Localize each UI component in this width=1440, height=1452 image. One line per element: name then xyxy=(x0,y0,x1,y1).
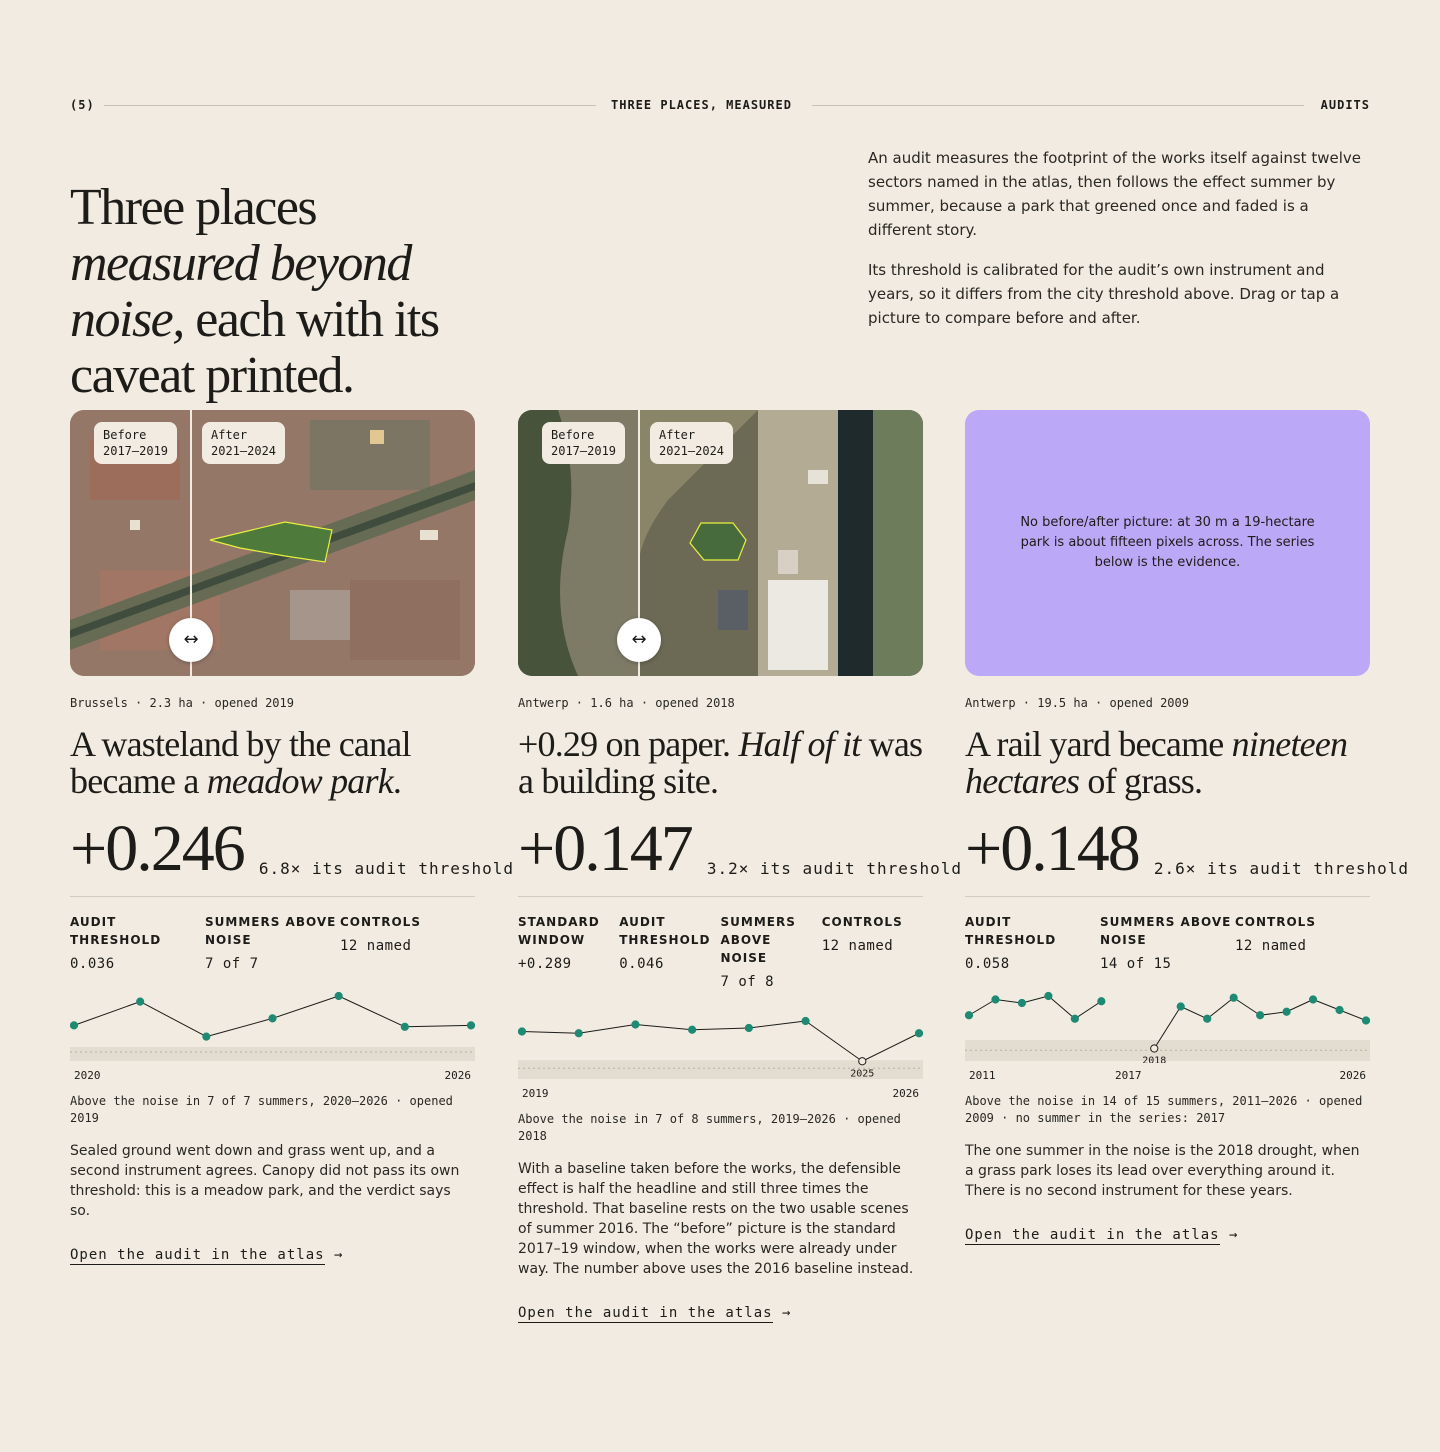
data-point-2020 xyxy=(1204,1015,1211,1022)
stat-controls: CONTROLS 12 named xyxy=(1235,915,1316,954)
headline-italic: measured beyond noise, xyxy=(70,235,411,348)
stat-summers-above-noise: SUMMERS ABOVE NOISE 7 of 7 xyxy=(205,915,337,972)
data-point-2024 xyxy=(1309,996,1316,1003)
series-segment xyxy=(206,1018,272,1036)
noise-band xyxy=(70,1047,475,1061)
data-point-2025 xyxy=(401,1023,408,1030)
data-point-2026 xyxy=(1362,1017,1369,1024)
series-segment xyxy=(273,996,339,1018)
sparkline-chart xyxy=(965,983,1370,1063)
series-segment xyxy=(1234,998,1260,1016)
arrow-right-icon: → xyxy=(782,1305,792,1321)
stat-controls: CONTROLS 12 named xyxy=(821,915,903,954)
threshold-ratio: 2.6× its audit threshold xyxy=(1153,859,1410,878)
before-label: Before 2017–2019 xyxy=(94,422,177,464)
stats-row xyxy=(518,913,923,991)
data-point-2019 xyxy=(518,1028,525,1035)
card-body: The one summer in the noise is the 2018 drought, when a grass park loses its lead over everything around it. There is no second instrument for these years. xyxy=(965,1143,1360,1199)
axis-tick-end: 2026 xyxy=(444,1069,471,1082)
intro-paragraph-1: An audit measures the footprint of the works itself against twelve sectors named in the atlas, then follows the effect summer by summer, because a park that greened once and faded is a different story. xyxy=(868,149,1361,239)
intro-text xyxy=(868,146,1370,346)
before-after-compare[interactable] xyxy=(70,410,475,676)
series-segment xyxy=(522,1032,579,1034)
stat-audit-threshold: AUDIT THRESHOLD 0.046 xyxy=(619,915,711,972)
data-point-2022 xyxy=(689,1026,696,1033)
series-segment xyxy=(74,1002,140,1026)
sparkline-chart xyxy=(518,1001,923,1081)
open-audit-link[interactable]: Open the audit in the atlas → xyxy=(70,1247,344,1263)
data-point-2021 xyxy=(1230,994,1237,1001)
card-body: Sealed ground went down and grass went up, and a second instrument agrees. Canopy did not pass its own threshold: this is a meadow park, and the verdict says so. xyxy=(70,1143,460,1219)
data-point-2026 xyxy=(915,1030,922,1037)
axis-tick-mid: 2017 xyxy=(1115,1069,1142,1082)
series-segment xyxy=(749,1021,806,1028)
card-divider xyxy=(965,896,1370,897)
effect-row xyxy=(70,812,515,885)
data-point-2026 xyxy=(467,1022,474,1029)
effect-row xyxy=(965,812,1410,885)
series-segment xyxy=(1340,1010,1366,1021)
data-point-2024 xyxy=(802,1017,809,1024)
drag-handle-icon[interactable]: ↔ xyxy=(617,618,661,662)
sparkline-chart xyxy=(70,983,475,1063)
section-title: THREE PLACES, MEASURED xyxy=(611,98,792,112)
threshold-ratio: 6.8× its audit threshold xyxy=(258,859,515,878)
data-point-2018 xyxy=(1151,1045,1158,1052)
page-headline xyxy=(70,180,510,404)
axis-tick-end: 2026 xyxy=(1339,1069,1366,1082)
series-segment xyxy=(140,1002,206,1037)
series-caption: Above the noise in 7 of 7 summers, 2020–2026 · opened 2019 xyxy=(70,1094,453,1125)
axis-tick-start: 2020 xyxy=(74,1069,101,1082)
data-point-2013 xyxy=(1018,999,1025,1006)
data-point-2025 xyxy=(859,1058,866,1065)
stat-summers-above-noise: SUMMERS ABOVE NOISE 14 of 15 xyxy=(1100,915,1232,972)
axis-tick-end: 2026 xyxy=(892,1087,919,1100)
series-caption: Above the noise in 14 of 15 summers, 2011–2026 · opened 2009 · no summer in the series: 2017 xyxy=(965,1094,1363,1125)
data-point-2019 xyxy=(1177,1003,1184,1010)
no-picture-panel xyxy=(965,410,1370,676)
axis-tick-start: 2019 xyxy=(522,1087,549,1100)
series-segment xyxy=(1313,1000,1339,1011)
effect-row xyxy=(518,812,963,885)
audit-card-antwerp-rail-yard xyxy=(965,410,1410,1243)
effect-value: +0.147 xyxy=(518,812,692,885)
series-segment xyxy=(1287,1000,1313,1012)
effect-value: +0.148 xyxy=(965,812,1139,885)
series-segment xyxy=(635,1025,692,1030)
drag-handle-icon[interactable]: ↔ xyxy=(169,618,213,662)
open-audit-link[interactable]: Open the audit in the atlas → xyxy=(965,1227,1239,1243)
data-point-2014 xyxy=(1045,992,1052,999)
after-label: After 2021–2024 xyxy=(202,422,285,464)
intro-paragraph-2: Its threshold is calibrated for the audit’s own instrument and years, so it differs from the city threshold above. Drag or tap a picture to compare before and after. xyxy=(868,261,1340,327)
year-axis xyxy=(965,1069,1370,1083)
headline-part3: each with its caveat printed. xyxy=(70,291,439,404)
series-segment xyxy=(1075,1001,1101,1019)
stats-row xyxy=(70,913,475,973)
after-label: After 2021–2024 xyxy=(650,422,733,464)
card-meta: Antwerp · 1.6 ha · opened 2018 xyxy=(518,696,735,710)
before-after-compare[interactable] xyxy=(518,410,923,676)
audit-card-antwerp-small xyxy=(518,410,963,1321)
card-title: +0.29 on paper. Half of it was a building site. xyxy=(518,724,923,801)
card-divider xyxy=(518,896,923,897)
series-segment xyxy=(579,1025,636,1034)
data-point-2012 xyxy=(992,996,999,1003)
card-divider xyxy=(70,896,475,897)
point-label-2018: 2018 xyxy=(1142,1055,1167,1063)
axis-tick-start: 2011 xyxy=(969,1069,996,1082)
card-body: With a baseline taken before the works, the defensible effect is half the headline and still three times the threshold. That baseline rests on the two usable scenes of summer 2016. The “before” picture is the standard 2017–19 window, when the works were already under way. The number above uses the 2016 baseline instead. xyxy=(518,1161,914,1277)
stat-summers-above-noise: SUMMERS ABOVE NOISE 7 of 8 xyxy=(720,915,796,990)
headline-part1: Three places xyxy=(70,179,317,236)
stats-row xyxy=(965,913,1370,973)
data-point-2022 xyxy=(203,1033,210,1040)
data-point-2024 xyxy=(335,992,342,999)
audit-card-brussels xyxy=(70,410,515,1263)
data-point-2011 xyxy=(965,1012,972,1019)
series-segment xyxy=(1181,1007,1207,1019)
before-label: Before 2017–2019 xyxy=(542,422,625,464)
data-point-2022 xyxy=(1257,1012,1264,1019)
card-title: A wasteland by the canal became a meadow park. xyxy=(70,724,411,801)
threshold-ratio: 3.2× its audit threshold xyxy=(706,859,963,878)
section-header xyxy=(70,96,1370,114)
header-rule-left xyxy=(104,105,596,106)
stat-controls: CONTROLS 12 named xyxy=(340,915,421,954)
card-meta: Antwerp · 19.5 ha · opened 2009 xyxy=(965,696,1189,710)
effect-value: +0.246 xyxy=(70,812,244,885)
card-meta: Brussels · 2.3 ha · opened 2019 xyxy=(70,696,294,710)
stat-audit-threshold: AUDIT THRESHOLD 0.058 xyxy=(965,915,1057,972)
data-point-2016 xyxy=(1098,998,1105,1005)
series-segment xyxy=(969,1000,995,1016)
year-axis xyxy=(518,1087,923,1101)
year-axis xyxy=(70,1069,475,1083)
arrow-right-icon: → xyxy=(334,1247,344,1263)
data-point-2023 xyxy=(745,1024,752,1031)
card-title: A rail yard became nineteen hectares of grass. xyxy=(965,724,1348,801)
section-index: (5) xyxy=(70,98,95,112)
stat-audit-threshold: AUDIT THRESHOLD 0.036 xyxy=(70,915,162,972)
series-segment xyxy=(692,1028,749,1030)
data-point-2023 xyxy=(269,1015,276,1022)
stat-standard-window: STANDARD WINDOW +0.289 xyxy=(518,915,600,972)
header-rule-right xyxy=(812,105,1304,106)
data-point-2021 xyxy=(137,998,144,1005)
series-segment xyxy=(405,1025,471,1026)
open-audit-link[interactable]: Open the audit in the atlas → xyxy=(518,1305,792,1321)
section-category: AUDITS xyxy=(1320,98,1370,112)
series-segment xyxy=(339,996,405,1027)
series-segment xyxy=(806,1021,863,1061)
no-picture-note: No before/after picture: at 30 m a 19-hectare park is about fifteen pixels across. The series below is the evidence. xyxy=(1020,515,1315,570)
series-caption: Above the noise in 7 of 8 summers, 2019–2026 · opened 2018 xyxy=(518,1112,901,1143)
series-segment xyxy=(1048,996,1074,1019)
data-point-2020 xyxy=(575,1030,582,1037)
arrow-right-icon: → xyxy=(1229,1227,1239,1243)
data-point-2023 xyxy=(1283,1008,1290,1015)
data-point-2020 xyxy=(70,1022,77,1029)
data-point-2015 xyxy=(1071,1015,1078,1022)
series-segment xyxy=(1207,998,1233,1019)
point-label-2025: 2025 xyxy=(850,1068,875,1080)
series-segment xyxy=(862,1033,919,1061)
data-point-2025 xyxy=(1336,1006,1343,1013)
data-point-2021 xyxy=(632,1021,639,1028)
series-segment xyxy=(1022,996,1048,1003)
